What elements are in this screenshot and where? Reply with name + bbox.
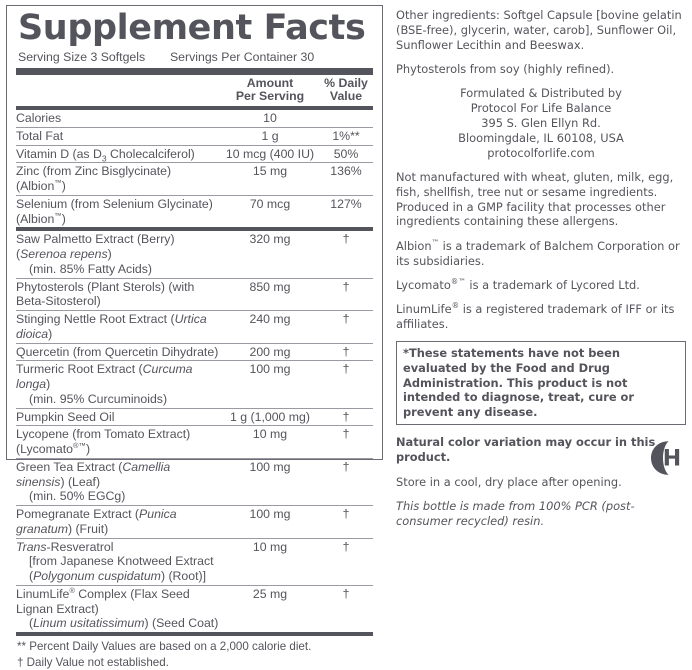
nutrient-name: Calories bbox=[16, 111, 62, 126]
nutrient-daily-value: † bbox=[319, 506, 373, 539]
nutrient-name: Green Tea Extract (Camellia sinensis) (Leaf) (min. 50% EGCg) bbox=[16, 458, 221, 505]
address-line-website: protocolforlife.com bbox=[487, 145, 595, 160]
table-row bbox=[16, 163, 373, 196]
table-row bbox=[16, 145, 373, 163]
other-ingredients-text: Other ingredients: Softgel Capsule [bovine gelatin (BSE-free), glycerin, water, carob], Sunflower Oil, Sunflower Lecithin and Beeswax. bbox=[396, 8, 682, 52]
nutrient-amount: 240 mg bbox=[221, 311, 319, 344]
ch-recycling-logo-icon bbox=[646, 438, 690, 478]
table-column-headers bbox=[16, 75, 373, 107]
bottle-recycled-note: This bottle is made from 100% PCR (post-consumer recycled) resin. bbox=[396, 498, 635, 528]
nutrient-daily-value: † bbox=[319, 585, 373, 632]
storage-instructions: Store in a cool, dry place after opening. bbox=[396, 474, 622, 489]
nutrient-amount: 100 mg bbox=[221, 458, 319, 505]
header-bar-top bbox=[16, 68, 373, 75]
nutrient-daily-value: † bbox=[342, 232, 350, 247]
dv-line-2: Value bbox=[329, 89, 363, 104]
nutrient-amount: 1 g bbox=[221, 127, 319, 145]
nutrient-name: Stinging Nettle Root Extract (Urtica dioica) bbox=[16, 311, 221, 344]
footnote-dagger: † Daily Value not established. bbox=[17, 655, 169, 669]
nutrient-amount: 70 mcg bbox=[221, 195, 319, 227]
nutrient-name: Trans-Resveratrol [from Japanese Knotweed Extract (Polygonum cuspidatum) (Root)] bbox=[16, 538, 221, 585]
amount-line-2: Per Serving bbox=[235, 89, 305, 104]
nutrient-amount: 25 mg bbox=[221, 585, 319, 632]
table-row bbox=[16, 408, 373, 426]
footnotes bbox=[16, 636, 373, 670]
trademark-albion: Albion™ is a trademark of Balchem Corporation or its subsidiaries. bbox=[396, 237, 680, 268]
nutrient-amount: 10 mcg (400 IU) bbox=[221, 145, 319, 163]
color-variation-note: Natural color variation may occur in this product. bbox=[396, 435, 656, 465]
nutrient-amount: 10 bbox=[263, 111, 277, 126]
nutrient-name: Total Fat bbox=[16, 127, 221, 145]
nutrient-table-vitamins bbox=[16, 110, 373, 227]
table-row bbox=[16, 110, 373, 127]
right-info-column bbox=[396, 8, 686, 538]
nutrient-amount: 200 mg bbox=[221, 343, 319, 361]
table-row bbox=[16, 585, 373, 632]
nutrient-table-botanicals-body bbox=[16, 231, 373, 632]
fda-disclaimer-text: *These statements have not been evaluated by the Food and Drug Administration. This product is not intended to diagnose, treat, cure or prevent any disease. bbox=[403, 346, 634, 419]
nutrient-name: Pomegranate Extract (Punica granatum) (Fruit) bbox=[16, 506, 221, 539]
phytosterols-soy-note: Phytosterols from soy (highly refined). bbox=[396, 61, 615, 76]
nutrient-daily-value: † bbox=[319, 311, 373, 344]
table-row bbox=[16, 311, 373, 344]
nutrient-daily-value: † bbox=[319, 426, 373, 459]
manufacturer-address bbox=[396, 86, 686, 160]
supplement-facts-title: Supplement Facts bbox=[18, 8, 366, 48]
nutrient-daily-value bbox=[319, 110, 373, 127]
nutrient-amount: 10 mg bbox=[221, 426, 319, 459]
nutrient-amount: 100 mg bbox=[221, 506, 319, 539]
address-line-street: 395 S. Glen Ellyn Rd. bbox=[481, 115, 601, 130]
footnote-percent-dv: ** Percent Daily Values are based on a 2,000 calorie diet. bbox=[17, 640, 312, 654]
nutrient-amount: 10 mg bbox=[221, 538, 319, 585]
supplement-facts-panel bbox=[6, 5, 383, 669]
table-row bbox=[16, 127, 373, 145]
serving-size: Serving Size 3 Softgels bbox=[18, 49, 146, 64]
table-row bbox=[16, 343, 373, 361]
nutrient-table-vitamins-body bbox=[16, 110, 373, 227]
table-row bbox=[16, 506, 373, 539]
nutrient-amount: 1 g (1,000 mg) bbox=[221, 408, 319, 426]
nutrient-name: Selenium (from Selenium Glycinate) (Albion™) bbox=[16, 195, 221, 227]
nutrient-daily-value: 127% bbox=[319, 195, 373, 227]
table-row bbox=[16, 195, 373, 227]
nutrient-amount: 100 mg bbox=[221, 361, 319, 408]
table-row bbox=[16, 538, 373, 585]
nutrient-name: Turmeric Root Extract (Curcuma longa) (min. 95% Curcuminoids) bbox=[16, 361, 221, 408]
nutrient-daily-value: † bbox=[319, 408, 373, 426]
nutrient-name: Zinc (from Zinc Bisglycinate) (Albion™) bbox=[16, 163, 221, 196]
column-header-daily-value bbox=[319, 77, 373, 105]
table-row bbox=[16, 361, 373, 408]
table-row bbox=[16, 278, 373, 311]
nutrient-daily-value: † bbox=[319, 458, 373, 505]
nutrient-daily-value: † bbox=[319, 361, 373, 408]
amount-line-1: Amount bbox=[246, 75, 294, 90]
column-header-amount bbox=[221, 77, 319, 105]
address-line-formulated: Formulated & Distributed by bbox=[460, 86, 622, 101]
nutrient-daily-value: † bbox=[319, 278, 373, 311]
nutrient-table-botanicals bbox=[16, 231, 373, 632]
nutrient-daily-value: 136% bbox=[319, 163, 373, 196]
nutrient-name: Lycopene (from Tomato Extract) (Lycomato®™) bbox=[16, 426, 221, 459]
nutrient-amount: 850 mg bbox=[221, 278, 319, 311]
table-row bbox=[16, 426, 373, 459]
nutrient-name: LinumLife® Complex (Flax Seed Lignan Extract) (Linum usitatissimum) (Seed Coat) bbox=[16, 585, 221, 632]
nutrient-daily-value: 1%** bbox=[319, 127, 373, 145]
nutrient-daily-value: † bbox=[319, 343, 373, 361]
nutrient-name: Quercetin (from Quercetin Dihydrate) bbox=[16, 343, 221, 361]
dv-line-1: % Daily bbox=[324, 75, 368, 90]
nutrient-name: Vitamin D (as $D_3$ Cholecalciferol) bbox=[16, 145, 221, 163]
nutrient-name: Saw Palmetto Extract (Berry) (Serenoa repens) (min. 85% Fatty Acids) bbox=[16, 232, 175, 276]
trademark-linumlife: LinumLife® is a registered trademark of IFF or its affiliates. bbox=[396, 301, 675, 332]
table-row bbox=[16, 458, 373, 505]
serving-info bbox=[18, 50, 373, 64]
nutrient-amount: 320 mg bbox=[249, 232, 291, 247]
table-row bbox=[16, 231, 373, 278]
address-line-company: Protocol For Life Balance bbox=[470, 101, 612, 116]
nutrient-daily-value: 50% bbox=[319, 145, 373, 163]
trademark-lycomato: Lycomato®™ is a trademark of Lycored Ltd. bbox=[396, 277, 640, 292]
servings-per-container: Servings Per Container 30 bbox=[169, 49, 315, 64]
nutrient-daily-value: † bbox=[319, 538, 373, 585]
nutrient-name: Pumpkin Seed Oil bbox=[16, 408, 221, 426]
allergen-statement: Not manufactured with wheat, gluten, milk, egg, fish, shellfish, tree nut or sesame ingredients. Produced in a GMP facility that processes other ingredients containing these allergens. bbox=[396, 169, 674, 229]
nutrient-name: Phytosterols (Plant Sterols) (with Beta-Sitosterol) bbox=[16, 278, 221, 311]
nutrient-amount: 15 mg bbox=[221, 163, 319, 196]
address-line-city: Bloomingdale, IL 60108, USA bbox=[458, 130, 624, 145]
fda-disclaimer-box bbox=[396, 341, 686, 425]
logo-letter-h: H bbox=[662, 446, 682, 472]
